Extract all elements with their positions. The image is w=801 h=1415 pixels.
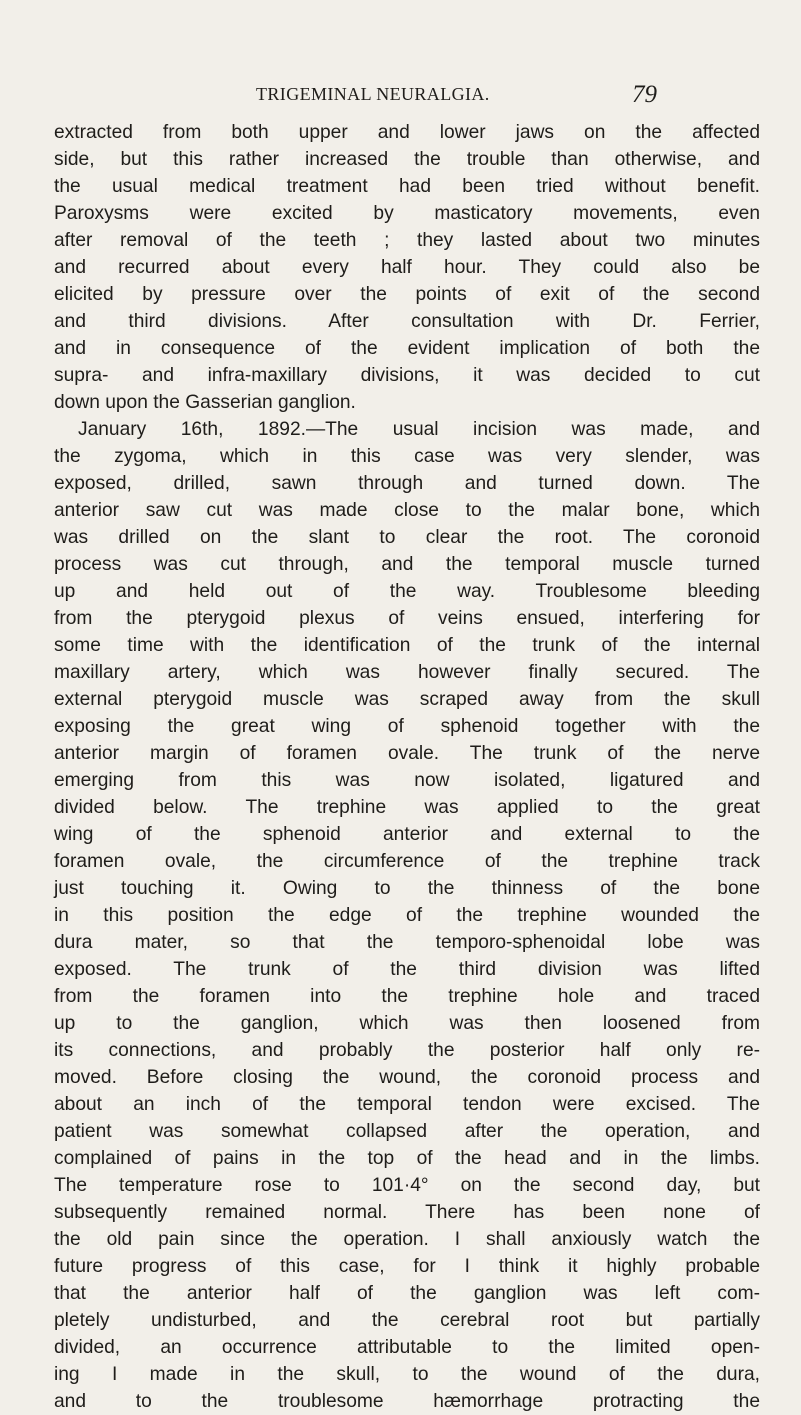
text-line: that the anterior half of the ganglion was left com-: [54, 1283, 760, 1304]
text-line: external pterygoid muscle was scraped away from the skull: [54, 689, 760, 710]
text-line: up and held out of the way. Troublesome bleeding: [54, 581, 760, 602]
text-line: in this position the edge of the trephine wounded the: [54, 905, 760, 926]
text-line: elicited by pressure over the points of exit of the second: [54, 284, 760, 305]
text-line: patient was somewhat collapsed after the operation, and: [54, 1121, 760, 1142]
text-line: subsequently remained normal. There has been none of: [54, 1202, 760, 1223]
text-line: some time with the identification of the trunk of the internal: [54, 635, 760, 656]
text-line: and in consequence of the evident implication of both the: [54, 338, 760, 359]
running-header: [54, 82, 679, 112]
text-line: exposed. The trunk of the third division was lifted: [54, 959, 760, 980]
text-line: emerging from this was now isolated, ligatured and: [54, 770, 760, 791]
text-line: anterior saw cut was made close to the malar bone, which: [54, 500, 760, 521]
text-line: and third divisions. After consultation with Dr. Ferrier,: [54, 311, 760, 332]
page-number: 79: [632, 81, 657, 108]
text-line: ing I made in the skull, to the wound of the dura,: [54, 1364, 760, 1385]
text-line: the usual medical treatment had been tried without benefit.: [54, 176, 760, 197]
text-line: exposing the great wing of sphenoid together with the: [54, 716, 760, 737]
text-line: future progress of this case, for I think it highly probable: [54, 1256, 760, 1277]
text-line: complained of pains in the top of the head and in the limbs.: [54, 1148, 760, 1169]
text-line: process was cut through, and the temporal muscle turned: [54, 554, 760, 575]
text-line: just touching it. Owing to the thinness of the bone: [54, 878, 760, 899]
text-line: moved. Before closing the wound, the coronoid process and: [54, 1067, 760, 1088]
text-line: divided, an occurrence attributable to the limited open-: [54, 1337, 760, 1358]
text-line: maxillary artery, which was however finally secured. The: [54, 662, 760, 683]
text-line: side, but this rather increased the trouble than otherwise, and: [54, 149, 760, 170]
text-line: January 16th, 1892.—The usual incision was made, and: [78, 419, 760, 440]
text-line: from the foramen into the trephine hole and traced: [54, 986, 760, 1007]
text-line: and recurred about every half hour. They could also be: [54, 257, 760, 278]
text-line: and to the troublesome hæmorrhage protracting the: [54, 1391, 760, 1412]
text-line: supra- and infra-maxillary divisions, it was decided to cut: [54, 365, 760, 386]
text-line: anterior margin of foramen ovale. The trunk of the nerve: [54, 743, 760, 764]
text-line: after removal of the teeth ; they lasted about two minutes: [54, 230, 760, 251]
text-line: down upon the Gasserian ganglion.: [54, 392, 356, 413]
text-line: pletely undisturbed, and the cerebral root but partially: [54, 1310, 760, 1331]
text-line: foramen ovale, the circumference of the trephine track: [54, 851, 760, 872]
text-line: The temperature rose to 101·4° on the second day, but: [54, 1175, 760, 1196]
text-line: the old pain since the operation. I shall anxiously watch the: [54, 1229, 760, 1250]
text-line: Paroxysms were excited by masticatory movements, even: [54, 203, 760, 224]
text-line: divided below. The trephine was applied to the great: [54, 797, 760, 818]
text-line: the zygoma, which in this case was very slender, was: [54, 446, 760, 467]
text-line: about an inch of the temporal tendon were excised. The: [54, 1094, 760, 1115]
text-line: from the pterygoid plexus of veins ensued, interfering for: [54, 608, 760, 629]
text-line: was drilled on the slant to clear the root. The coronoid: [54, 527, 760, 548]
text-line: extracted from both upper and lower jaws on the affected: [54, 122, 760, 143]
text-line: wing of the sphenoid anterior and external to the: [54, 824, 760, 845]
text-line: exposed, drilled, sawn through and turned down. The: [54, 473, 760, 494]
text-line: dura mater, so that the temporo-sphenoidal lobe was: [54, 932, 760, 953]
body-text: [54, 119, 760, 1415]
text-line: its connections, and probably the posterior half only re-: [54, 1040, 760, 1061]
text-line: up to the ganglion, which was then loosened from: [54, 1013, 760, 1034]
running-title: TRIGEMINAL NEURALGIA.: [256, 84, 490, 104]
